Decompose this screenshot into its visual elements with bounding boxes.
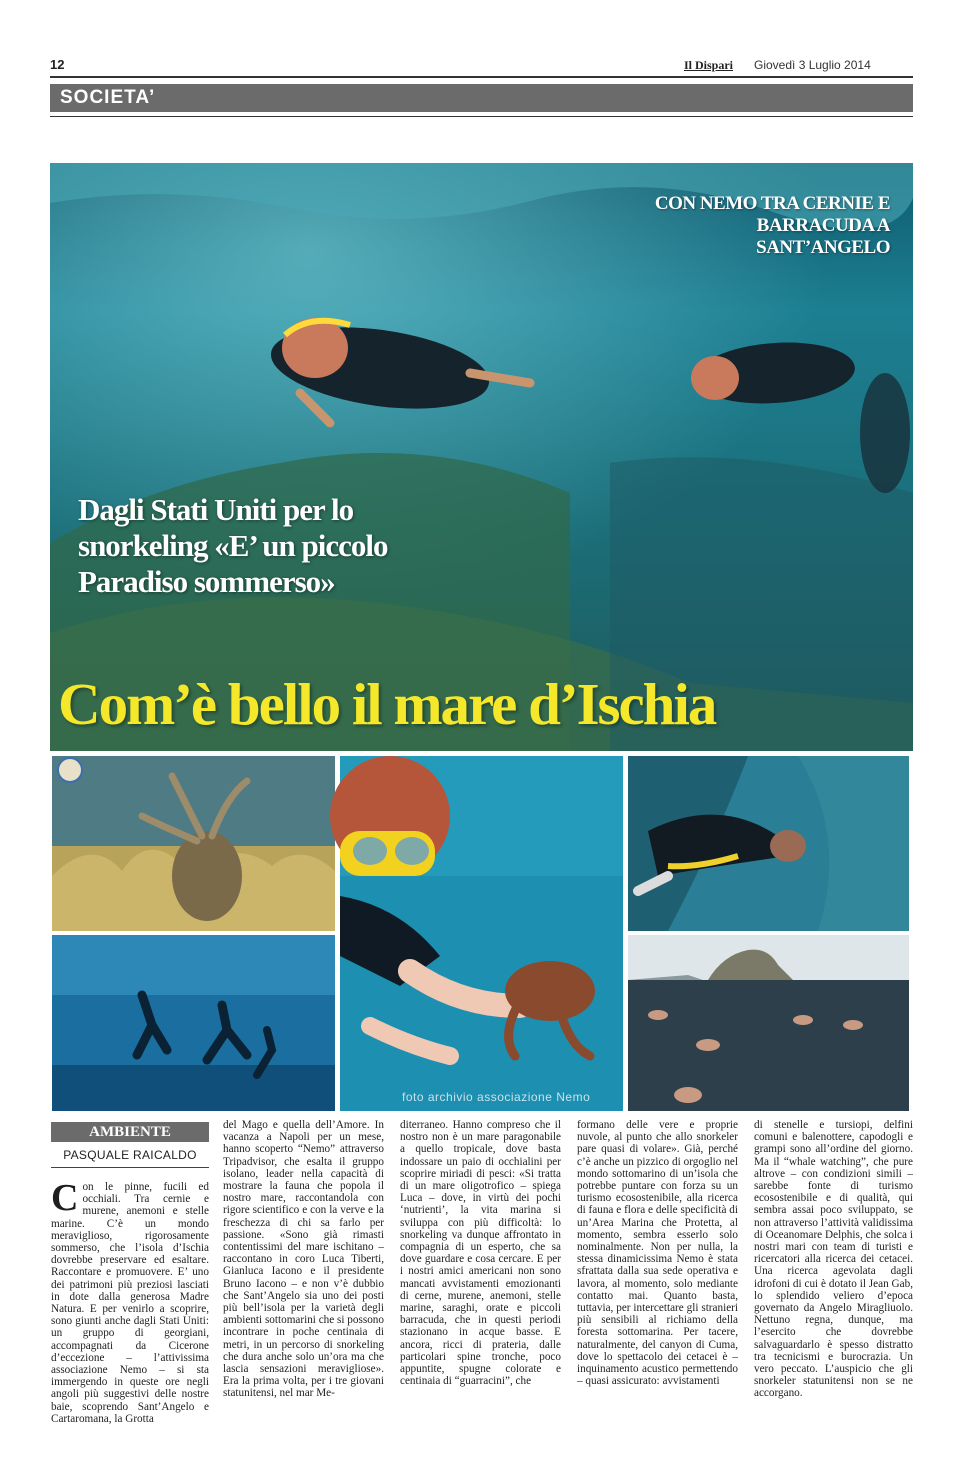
- photo-swimmers-castle: [628, 935, 909, 1111]
- headline: Com’è bello il mare d’Ischia: [58, 671, 716, 737]
- article-column-1: [51, 1177, 209, 1425]
- section-bar: [50, 84, 913, 112]
- photo-divers-silhouettes: [52, 935, 335, 1111]
- photo-octopus-snorkeler: [340, 756, 623, 1111]
- section-rule: [50, 116, 913, 117]
- author-byline: PASQUALE RAICALDO: [63, 1148, 197, 1162]
- masthead-logo: Il Dispari: [684, 58, 734, 72]
- column-text: del Mago e quella dell’Amore. In vacanza a Napoli per un mese, hanno scoperto “Nemo” attraverso Tripadvisor, che esalta il gruppo isolano, leader nella capacità di mostrare la fauna che popola il nostro mare, raccontandola con rigore scientifico e con la verve e la freschezza di chi sa farlo per passione. «Sono già rimasti contentissimi del mare ischitano – raccontano in coro Luca Tiberti, Gianluca Iacono e il presidente Bruno Iacono – e non v’è dubbio che Sant’Angelo sia uno dei posti più bell’isola per la varietà degli ambienti sottomarini che si possono incontrare in poche centinaia di metri, in un percorso di snorkeling che dura anche solo un’ora ma che lascia sensazioni meravigliose». Era la prima volta, per i tre giovani statunitensi, nel mar Me-: [223, 1119, 384, 1400]
- photo-credit: foto archivio associazione Nemo: [402, 1090, 591, 1104]
- byline-rule: [51, 1167, 209, 1168]
- hero-subtitle: CON NEMO TRA CERNIE E BARRACUDA A SANT’ANGELO: [654, 193, 890, 258]
- rubric-label: AMBIENTE: [51, 1122, 209, 1142]
- page-number: 12: [50, 57, 65, 72]
- photo-diver: [628, 756, 909, 931]
- column-text: on le pinne, fucili ed occhiali. Tra cernie e murene, anemoni e stelle marine. C’è un mondo meraviglioso, rigorosamente sommerso, che l’isola d’Ischia dovrebbe preservare ed esaltare. Raccontare e promuovere. E’ uno dei patrimoni più preziosi lasciati in dote dalla generosa Madre Natura. E per venirlo a scoprire, sono giunti anche dagli Stati Uniti: un gruppo di georgiani, accompagnati da Cicerone d’eccezione – l’attivissima associazione Nemo – si sta immergendo in queste ore negli angoli più suggestivi delle nostre baie, scoprendo Sant’Angelo e Cartaromana, la Grotta: [51, 1181, 209, 1425]
- article-column-5: [754, 1119, 913, 1417]
- column-text: di stenelle e tursiopi, delfini comuni e balenottere, capodogli e grampi sono all’ordine del giorno. Ma il “whale watching”, che pure altrove – con condizioni simili – sarebbe fonte di turismo ecosostenibile e di qualità, qui sembra assai poco sviluppato, se non attraverso l’attività validissima di Oceanomare Delphis, che solca i nostri mari con team di turisti e ricercatori alla ricerca dei cetacei. Una ricerca agevolata dagli idrofoni di cui è dotato il Jean Gab, lo splendido veliero d’epoca governato da Angelo Miragliuolo. Nettuno regna, dunque, ma l’esercito che dovrebbe salvaguardarlo è spesso distratto tra tecnicismi e burocrazia. Un vero peccato. L’auspicio che gli snorkeler statunitensi non se ne accorgano.: [754, 1119, 913, 1400]
- article-column-3: [400, 1119, 561, 1417]
- article-column-2: [223, 1119, 384, 1417]
- photo-cuttlefish: [52, 756, 335, 931]
- article-column-4: [577, 1119, 738, 1417]
- column-text: diterraneo. Hanno compreso che il nostro non è un mare paragonabile a quello tropicale, dove basta indossare un paio di occhialini per scoprire miriadi di pesci: «Si tratta di un mare oligotrofico – spiega Luca – dove, in virtù dei pochi ‘nutrienti’, la vita marina si sviluppa con più difficoltà: lo snorkeling va dunque affrontato in compagnia di un esperto, che sa dove guardare e cosa cercare. E per i nostri amici americani non sono mancati avvistamenti emozionanti di cerne, murene, anemoni, stelle marine, saraghi, orate e piccoli barracuda, che in questi periodi stazionano in acque basse. E ancora, ricci di prateria, dalle particolari spine tronche, poco appuntite, spugne colorate e centinaia di “guarracini”, che: [400, 1119, 561, 1388]
- issue-date: Giovedì 3 Luglio 2014: [754, 58, 871, 72]
- hero-kicker: Dagli Stati Uniti per lo snorkeling «E’ un piccolo Paradiso sommerso»: [78, 492, 388, 599]
- drop-cap: C: [51, 1177, 79, 1219]
- section-label: SOCIETA’: [60, 87, 156, 108]
- header-rule: [50, 76, 913, 78]
- column-text: formano delle vere e proprie nuvole, al punto che allo snorkeler pare quasi di volare». Già, perché c’è anche un pizzico di orgoglio nel mondo sottomarino di un’isola che potrebbe puntare con forza su un turismo ecosostenibile, alla ricerca di fauna e flora e delle specificità di un’Area Marina che Protetta, al momento, sembra esserlo solo nominalmente. Non per nulla, la stessa dinamicissima Nemo è stata sfrattata dalla sua sede operativa e lavora, al momento, solo mediante contatto mai. Quanto basta, tuttavia, per intercettare gli stranieri più sensibili al richiamo della foresta sottomarina. Per tacere, naturalmente, del canyon di Cuma, dove lo spettacolo dei cetacei è – inquinamento acustico permettendo – quasi assicurato: avvistamenti: [577, 1119, 738, 1388]
